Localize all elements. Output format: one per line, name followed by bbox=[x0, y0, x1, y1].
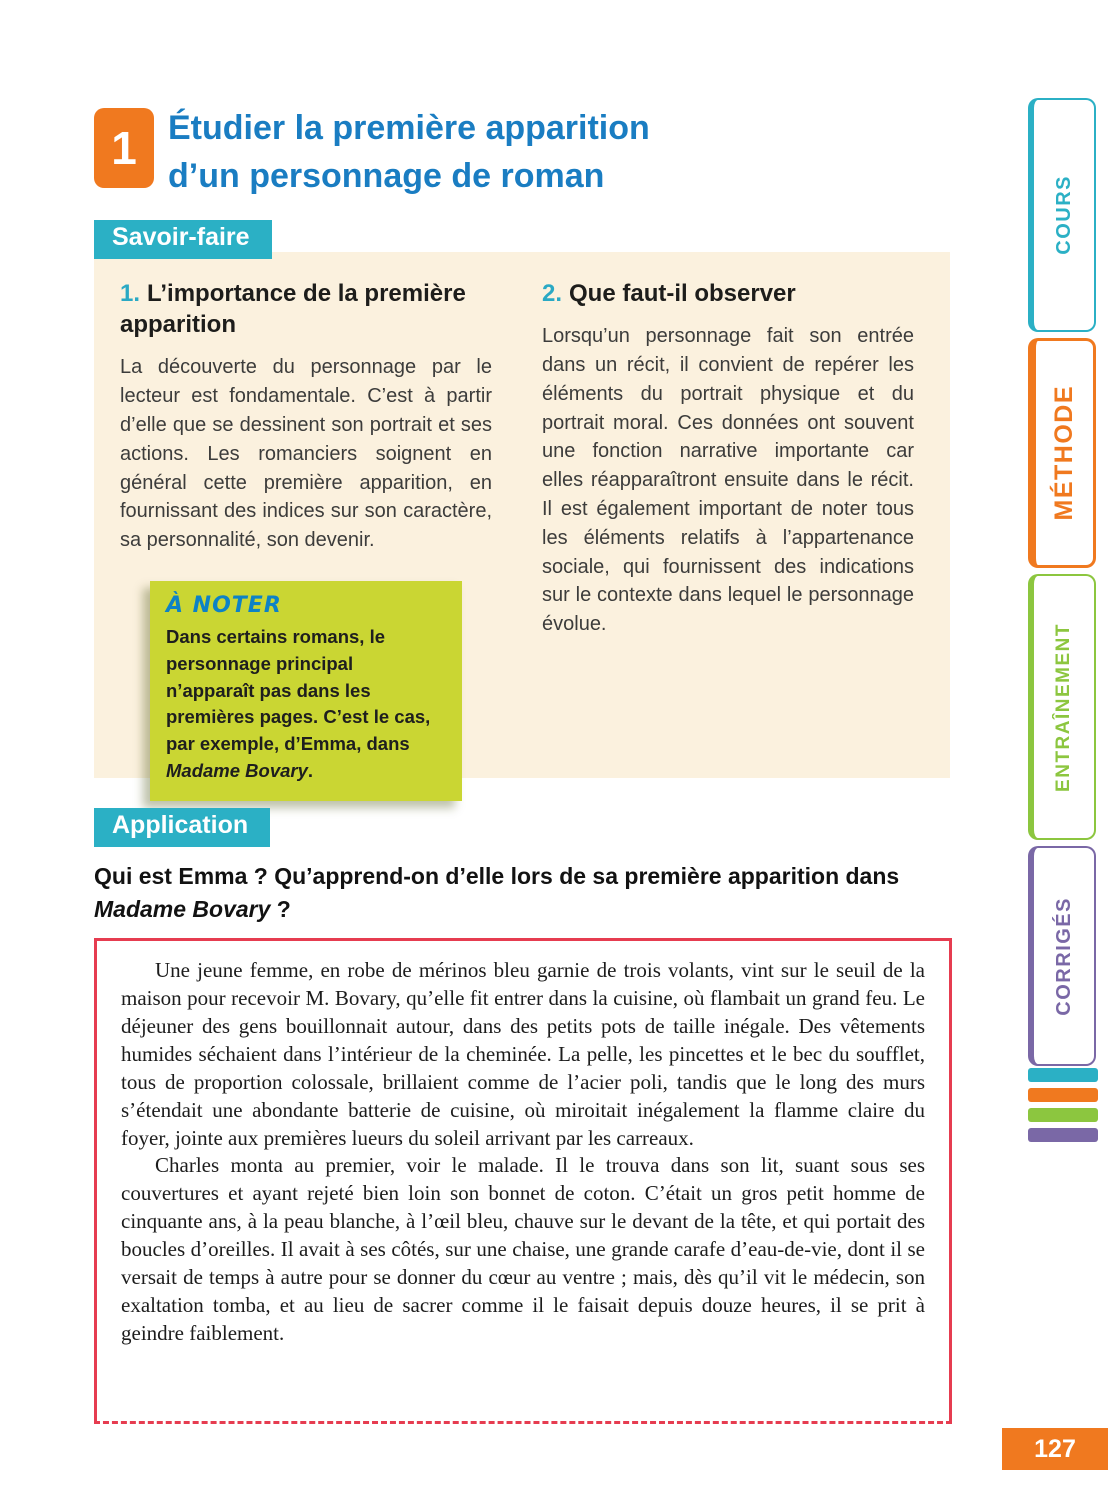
note-text-after: . bbox=[307, 760, 314, 782]
page-number-badge: 127 bbox=[1002, 1428, 1108, 1470]
excerpt-paragraph-2: Charles monta au premier, voir le malade. Il le trouva dans son lit, suant sous ses couvertures et ayant rejeté bien loin son bonnet de coton. C’était un gros petit homme de cinquante ans, à la peau blanche, à l’œil bleu, chauve sur le devant de la tête, et qui portait des boucles d’oreilles. Il avait à ses côtés, sur une chaise, une grande carafe d’eau-de-vie, dont il se versait de temps à autre pour se donner du cœur au ventre ; mais, dès qu’il vit le médecin, son exaltation tomba, et au lieu de sacrer comme il le faisait depuis douze heures, il se prit à geindre faiblement. bbox=[121, 1153, 925, 1345]
section-2-number: 2. bbox=[542, 280, 563, 307]
sidebar-tab-corriges-label: CORRIGÉS bbox=[1052, 896, 1075, 1016]
note-box bbox=[150, 581, 462, 801]
color-bar-teal bbox=[1028, 1068, 1098, 1082]
savoir-faire-panel bbox=[94, 252, 950, 782]
sidebar-tab-entrainement-label: ENTRAÎNEMENT bbox=[1053, 622, 1074, 792]
section-1-body: La découverte du personnage par le lecteur est fondamentale. C’est à partir d’elle que se dessinent son portrait et ses actions. Les romanciers soignent en général cette première apparition, en fournissant des indices sur son caractère, sa personnalité, son devenir. bbox=[120, 356, 492, 552]
note-title: À NOTER bbox=[166, 592, 282, 618]
question-text-before: Qui est Emma ? Qu’apprend-on d’elle lors de sa première apparition dans bbox=[94, 863, 900, 889]
savoir-faire-columns bbox=[94, 252, 950, 801]
excerpt-paragraph-1: Une jeune femme, en robe de mérinos bleu garnie de trois volants, vint sur le seuil de la maison pour recevoir M. Bovary, qu’elle fit entrer dans la cuisine, où flambait un grand feu. Le déjeuner des gens bouillonnait autour, dans des petits pots de taille inégale. Des vêtements humides séchaient dans l’intérieur de la cheminée. La pelle, les pincettes et le bec du soufflet, tous de proportion colossale, brillaient comme de l’acier poli, tandis que le long des murs s’étendait une abondante batterie de cuisine, où miroitait inégalement la flamme claire du foyer, jointe aux premières lueurs du soleil arrivant par les carreaux. bbox=[121, 958, 925, 1150]
page-title bbox=[168, 104, 650, 201]
section-1-heading-text: L’importance de la première apparition bbox=[120, 280, 466, 339]
sidebar-tab-cours-label: COURS bbox=[1052, 175, 1075, 255]
section-1-number: 1. bbox=[120, 280, 141, 307]
sidebar-tab-corriges[interactable] bbox=[1028, 846, 1096, 1066]
color-bar-purple bbox=[1028, 1128, 1098, 1142]
page-title-line2: d’un personnage de roman bbox=[168, 157, 605, 196]
sidebar-tab-entrainement[interactable] bbox=[1028, 574, 1096, 840]
chapter-number-badge: 1 bbox=[94, 108, 154, 188]
note-text-italic: Madame Bovary bbox=[166, 760, 308, 782]
question-text-italic: Madame Bovary bbox=[94, 895, 271, 922]
application-question bbox=[94, 860, 960, 925]
section-1-column bbox=[120, 278, 492, 801]
sidebar-tab-methode-label: MÉTHODE bbox=[1050, 385, 1078, 521]
section-2-heading-text: Que faut-il observer bbox=[569, 280, 796, 307]
savoir-faire-badge: Savoir-faire bbox=[94, 220, 272, 259]
section-2-body: Lorsqu’un personnage fait son entrée dans un récit, il convient de repérer les éléments du portrait physique et du portrait moral. Ces données ont souvent une fonction narrative importante car elles réapparaîtront ensuite dans le récit. Il est également important de noter tous les éléments relatifs à l’appartenance sociale, qui fournissent des indications sur le contexte dans lequel le personnage évolue. bbox=[542, 325, 914, 636]
section-2-column bbox=[542, 278, 914, 801]
color-bar-orange bbox=[1028, 1088, 1098, 1102]
section-2-heading bbox=[542, 278, 914, 309]
section-1-heading bbox=[120, 278, 492, 340]
sidebar-tab-methode[interactable] bbox=[1028, 338, 1096, 568]
note-text bbox=[166, 624, 444, 785]
excerpt-box bbox=[94, 938, 952, 1424]
page-title-line1: Étudier la première apparition bbox=[168, 109, 650, 147]
sidebar-tab-cours[interactable] bbox=[1028, 98, 1096, 332]
application-badge: Application bbox=[94, 808, 270, 847]
color-bar-green bbox=[1028, 1108, 1098, 1122]
question-text-after: ? bbox=[270, 895, 291, 922]
note-text-before: Dans certains romans, le personnage principal n’apparaît pas dans les premières pages. C’est le cas, par exemple, d’Emma, dans bbox=[166, 625, 431, 755]
